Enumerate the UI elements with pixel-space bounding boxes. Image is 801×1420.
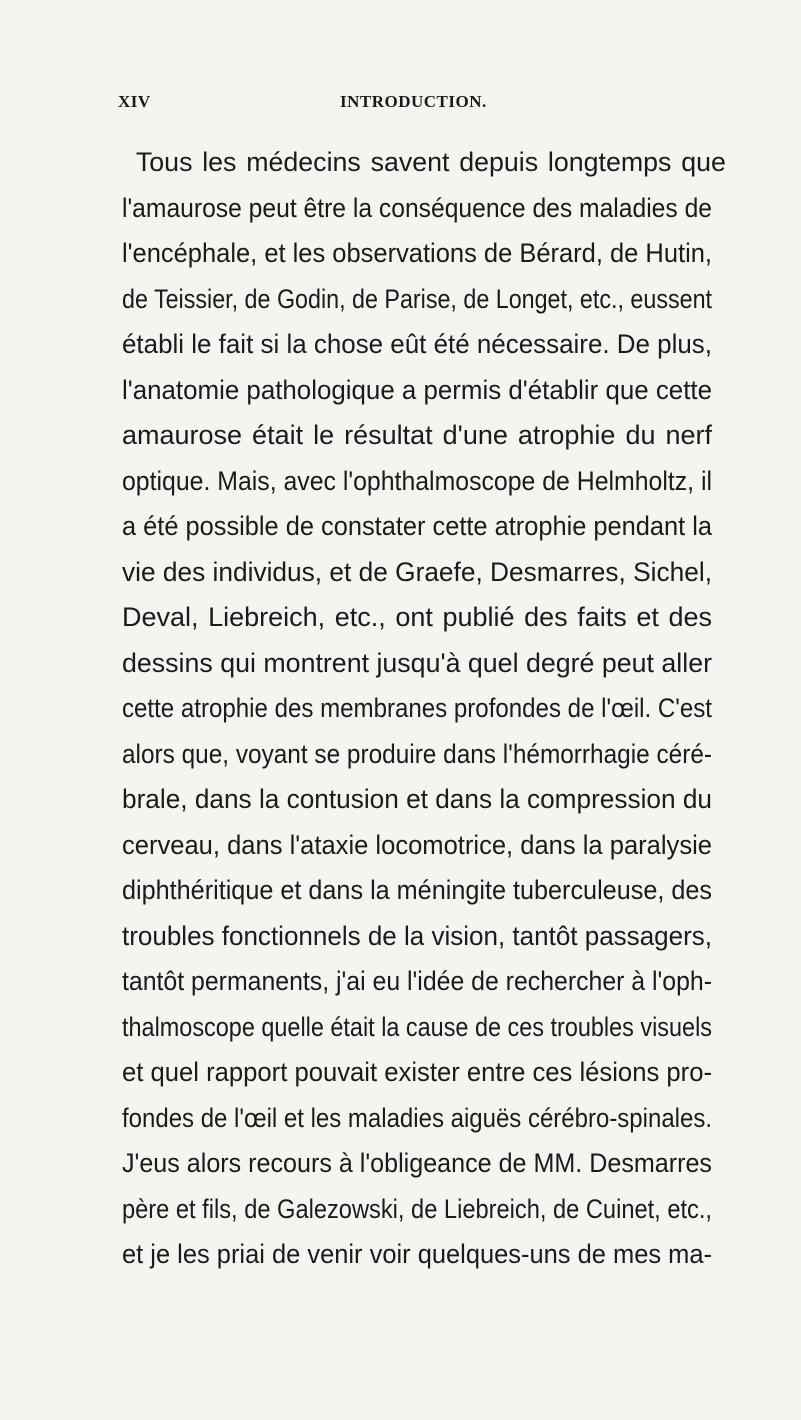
running-title: INTRODUCTION. <box>340 92 487 111</box>
text-line: troubles fonctionnels de la vision, tantôt passagers, <box>122 920 712 951</box>
text-line: brale, dans la contusion et dans la compression du <box>122 784 712 814</box>
text-line: et quel rapport pouvait exister entre ces lésions pro- <box>122 1057 712 1087</box>
page-number: XIV <box>118 92 151 111</box>
text-line: optique. Mais, avec l'ophthalmoscope de Helmholtz, il <box>122 465 712 496</box>
text-line: établi le fait si la chose eût été nécessaire. De plus, <box>122 329 712 359</box>
text-line: J'eus alors recours à l'obligeance de MM. Desmarres <box>122 1148 712 1178</box>
text-line: l'anatomie pathologique a permis d'établir que cette <box>122 374 712 405</box>
text-line: alors que, voyant se produire dans l'hémorrhagie céré- <box>122 738 712 769</box>
text-line: l'encéphale, et les observations de Bérard, de Hutin, <box>122 238 712 268</box>
text-line: fondes de l'œil et les maladies aiguës cérébro-spinales. <box>122 1102 712 1133</box>
text-line: de Teissier, de Godin, de Parise, de Longet, etc., eussent <box>122 283 712 314</box>
text-line: diphthéritique et dans la méningite tuberculeuse, des <box>122 875 712 905</box>
text-line: tantôt permanents, j'ai eu l'idée de rechercher à l'oph- <box>122 966 712 996</box>
text-line: Deval, Liebreich, etc., ont publié des faits et des <box>122 602 712 632</box>
text-line: cette atrophie des membranes profondes de l'œil. C'est <box>122 693 712 723</box>
text-line: cerveau, dans l'ataxie locomotrice, dans la paralysie <box>122 829 712 860</box>
running-head <box>118 92 698 114</box>
text-line: dessins qui montrent jusqu'à quel degré peut aller <box>122 647 712 678</box>
text-line: l'amaurose peut être la conséquence des maladies de <box>122 192 712 223</box>
body-paragraph <box>122 140 726 1278</box>
text-line: vie des individus, et de Graefe, Desmarres, Sichel, <box>122 556 712 587</box>
text-line: et je les priai de venir voir quelques-uns de mes ma- <box>122 1239 712 1269</box>
text-line: Tous les médecins savent depuis longtemps que <box>135 147 726 177</box>
text-line: amaurose était le résultat d'une atrophie du nerf <box>122 420 712 450</box>
text-line: a été possible de constater cette atrophie pendant la <box>122 511 712 541</box>
text-line: père et fils, de Galezowski, de Liebreich, de Cuinet, etc., <box>122 1193 712 1224</box>
text-line: thalmoscope quelle était la cause de ces troubles visuels <box>122 1011 712 1042</box>
